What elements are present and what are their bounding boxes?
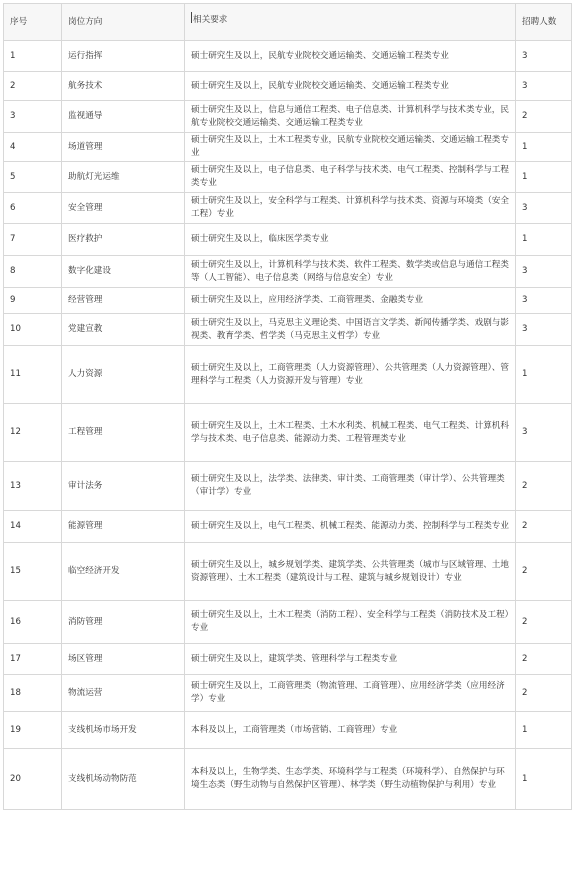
header-count: 招聘人数 xyxy=(516,4,572,41)
table-row xyxy=(4,543,572,601)
row-count: 1 xyxy=(516,346,572,404)
row-no: 3 xyxy=(4,101,62,133)
row-position: 临空经济开发 xyxy=(62,543,185,601)
table-row xyxy=(4,749,572,810)
row-count: 2 xyxy=(516,511,572,543)
row-count: 3 xyxy=(516,41,572,72)
row-no: 4 xyxy=(4,133,62,162)
row-position: 工程管理 xyxy=(62,404,185,462)
table-row xyxy=(4,712,572,749)
row-no: 17 xyxy=(4,644,62,675)
table-row xyxy=(4,41,572,72)
row-requirement: 硕士研究生及以上，计算机科学与技术类、软件工程类、数学类或信息与通信工程类等（人工智能）、电子信息类（网络与信息安全）专业 xyxy=(185,256,516,288)
table-row xyxy=(4,288,572,314)
row-no: 6 xyxy=(4,193,62,224)
row-requirement: 硕士研究生及以上，工商管理类（人力资源管理）、公共管理类（人力资源管理）、管理科学与工程类（人力资源开发与管理）专业 xyxy=(185,346,516,404)
row-requirement: 硕士研究生及以上，城乡规划学类、建筑学类、公共管理类（城市与区域管理、土地资源管理）、土木工程类（建筑设计与工程、建筑与城乡规划设计）专业 xyxy=(185,543,516,601)
row-requirement: 硕士研究生及以上，电子信息类、电子科学与技术类、电气工程类、控制科学与工程类专业 xyxy=(185,162,516,193)
row-position: 物流运营 xyxy=(62,675,185,712)
row-no: 7 xyxy=(4,224,62,256)
table-row xyxy=(4,511,572,543)
row-count: 2 xyxy=(516,601,572,644)
table-row xyxy=(4,72,572,101)
row-requirement: 硕士研究生及以上，土木工程类、土木水利类、机械工程类、电气工程类、计算机科学与技术类、电子信息类、能源动力类、工程管理类专业 xyxy=(185,404,516,462)
row-no: 15 xyxy=(4,543,62,601)
recruitment-table xyxy=(3,3,572,810)
row-requirement: 硕士研究生及以上，马克思主义理论类、中国语言文学类、新闻传播学类、戏剧与影视类、教育学类、哲学类（马克思主义哲学）专业 xyxy=(185,314,516,346)
row-no: 16 xyxy=(4,601,62,644)
row-requirement: 硕士研究生及以上，法学类、法律类、审计类、工商管理类（审计学）、公共管理类（审计学）专业 xyxy=(185,462,516,511)
table-row xyxy=(4,162,572,193)
table-header-row xyxy=(4,4,572,41)
row-position: 场区管理 xyxy=(62,644,185,675)
row-no: 1 xyxy=(4,41,62,72)
row-position: 支线机场市场开发 xyxy=(62,712,185,749)
header-requirement: 相关要求 xyxy=(193,15,228,25)
row-no: 2 xyxy=(4,72,62,101)
row-position: 助航灯光运维 xyxy=(62,162,185,193)
row-no: 19 xyxy=(4,712,62,749)
row-count: 2 xyxy=(516,644,572,675)
row-no: 5 xyxy=(4,162,62,193)
row-requirement: 硕士研究生及以上，电气工程类、机械工程类、能源动力类、控制科学与工程类专业 xyxy=(185,511,516,543)
table-row xyxy=(4,224,572,256)
row-requirement: 本科及以上，生物学类、生态学类、环境科学与工程类（环境科学）、自然保护与环境生态类（野生动物与自然保护区管理）、林学类（野生动植物保护与利用）专业 xyxy=(185,749,516,810)
row-position: 运行指挥 xyxy=(62,41,185,72)
text-cursor xyxy=(191,12,192,23)
table-row xyxy=(4,404,572,462)
row-requirement: 本科及以上，工商管理类（市场营销、工商管理）专业 xyxy=(185,712,516,749)
table-row xyxy=(4,101,572,133)
row-requirement: 硕士研究生及以上，安全科学与工程类、计算机科学与技术类、资源与环境类（安全工程）专业 xyxy=(185,193,516,224)
row-count: 1 xyxy=(516,712,572,749)
table-row xyxy=(4,193,572,224)
row-position: 能源管理 xyxy=(62,511,185,543)
row-position: 医疗救护 xyxy=(62,224,185,256)
row-count: 2 xyxy=(516,543,572,601)
row-count: 2 xyxy=(516,101,572,133)
row-count: 3 xyxy=(516,314,572,346)
row-requirement: 硕士研究生及以上，民航专业院校交通运输类、交通运输工程类专业 xyxy=(185,41,516,72)
row-requirement: 硕士研究生及以上，信息与通信工程类、电子信息类、计算机科学与技术类专业，民航专业院校交通运输类、交通运输工程类专业 xyxy=(185,101,516,133)
row-position: 消防管理 xyxy=(62,601,185,644)
row-requirement: 硕士研究生及以上，土木工程类专业，民航专业院校交通运输类、交通运输工程类专业 xyxy=(185,133,516,162)
row-no: 9 xyxy=(4,288,62,314)
table-row xyxy=(4,601,572,644)
row-count: 3 xyxy=(516,404,572,462)
table-row xyxy=(4,256,572,288)
row-count: 3 xyxy=(516,256,572,288)
row-no: 20 xyxy=(4,749,62,810)
row-no: 12 xyxy=(4,404,62,462)
row-requirement: 硕士研究生及以上，土木工程类（消防工程）、安全科学与工程类（消防技术及工程）专业 xyxy=(185,601,516,644)
row-requirement: 硕士研究生及以上，临床医学类专业 xyxy=(185,224,516,256)
row-no: 10 xyxy=(4,314,62,346)
row-count: 3 xyxy=(516,288,572,314)
row-position: 党建宣教 xyxy=(62,314,185,346)
row-position: 审计法务 xyxy=(62,462,185,511)
row-count: 3 xyxy=(516,193,572,224)
row-position: 监视通导 xyxy=(62,101,185,133)
row-requirement: 硕士研究生及以上，民航专业院校交通运输类、交通运输工程类专业 xyxy=(185,72,516,101)
row-count: 1 xyxy=(516,749,572,810)
row-requirement: 硕士研究生及以上，工商管理类（物流管理、工商管理）、应用经济学类（应用经济学）专业 xyxy=(185,675,516,712)
header-no: 序号 xyxy=(4,4,62,41)
table-row xyxy=(4,675,572,712)
table-row xyxy=(4,346,572,404)
row-position: 数字化建设 xyxy=(62,256,185,288)
row-position: 航务技术 xyxy=(62,72,185,101)
row-no: 13 xyxy=(4,462,62,511)
row-position: 支线机场动物防范 xyxy=(62,749,185,810)
row-count: 2 xyxy=(516,675,572,712)
row-count: 1 xyxy=(516,162,572,193)
row-no: 14 xyxy=(4,511,62,543)
row-count: 3 xyxy=(516,72,572,101)
table-row xyxy=(4,462,572,511)
row-position: 安全管理 xyxy=(62,193,185,224)
table-row xyxy=(4,644,572,675)
header-position: 岗位方向 xyxy=(62,4,185,41)
row-no: 8 xyxy=(4,256,62,288)
row-position: 经营管理 xyxy=(62,288,185,314)
table-row xyxy=(4,133,572,162)
row-no: 11 xyxy=(4,346,62,404)
row-count: 1 xyxy=(516,224,572,256)
table-row xyxy=(4,314,572,346)
row-requirement: 硕士研究生及以上，建筑学类、管理科学与工程类专业 xyxy=(185,644,516,675)
row-count: 2 xyxy=(516,462,572,511)
row-count: 1 xyxy=(516,133,572,162)
header-requirement-cell[interactable] xyxy=(185,4,516,41)
row-position: 人力资源 xyxy=(62,346,185,404)
row-requirement: 硕士研究生及以上，应用经济学类、工商管理类、金融类专业 xyxy=(185,288,516,314)
row-no: 18 xyxy=(4,675,62,712)
row-position: 场道管理 xyxy=(62,133,185,162)
